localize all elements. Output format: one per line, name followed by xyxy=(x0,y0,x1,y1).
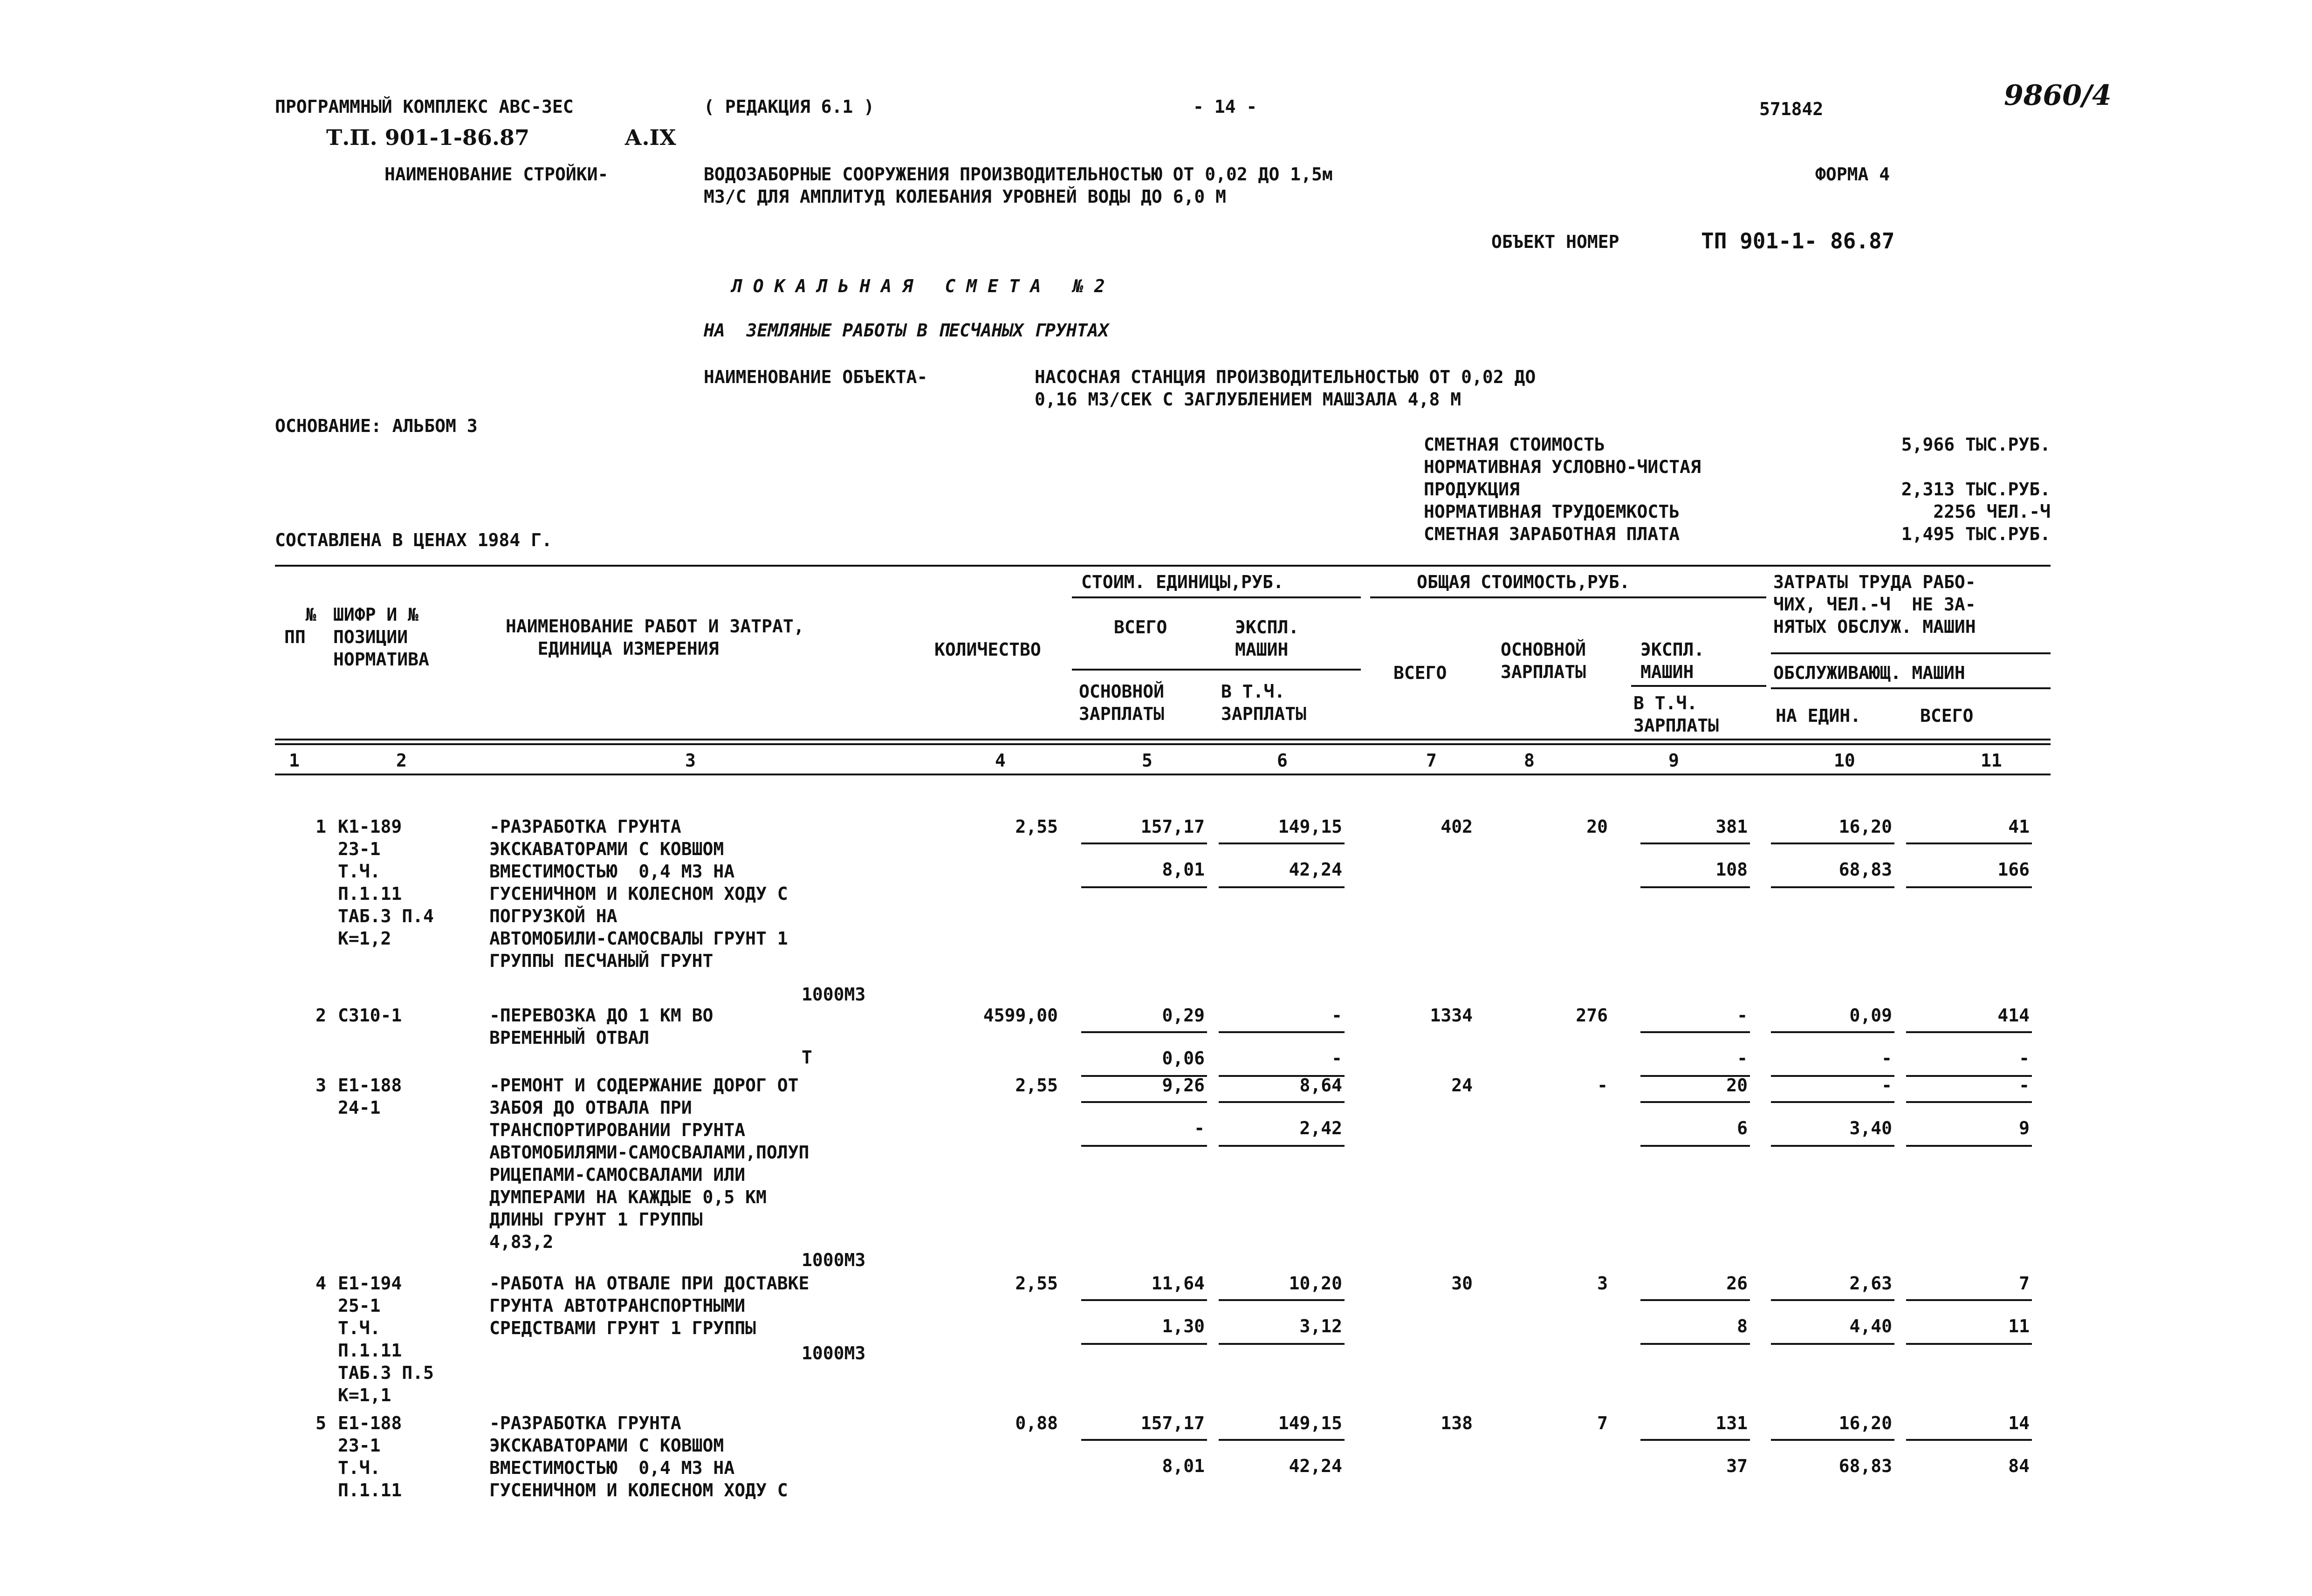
document-code: 571842 xyxy=(1759,99,1824,119)
program-name: ПРОГРАММНЫЙ КОМПЛЕКС АВС-ЗЕС xyxy=(275,96,574,117)
row-number: 4 xyxy=(316,1273,326,1294)
col-number-5: 5 xyxy=(1142,750,1153,771)
object-label: НАИМЕНОВАНИЕ ОБЪЕКТА- xyxy=(704,367,928,387)
total-cost-rule xyxy=(1370,596,1766,598)
row-value-rule-c9 xyxy=(1640,1101,1750,1103)
row-unit: Т xyxy=(802,1047,812,1068)
row-value-c5: 9,26 xyxy=(1162,1075,1205,1096)
total-mach-rule xyxy=(1631,685,1766,687)
row-value-c7: 402 xyxy=(1441,816,1473,837)
header-unit-wage: ОСНОВНОЙ ЗАРПЛАТЫ xyxy=(1079,681,1165,724)
row-value-c10: 16,20 xyxy=(1839,816,1892,837)
row-value-rule-c10b xyxy=(1771,1145,1894,1147)
row-value-rule-c5 xyxy=(1081,843,1207,844)
row-value-c5: 0,29 xyxy=(1162,1005,1205,1026)
row-value-rule-c9b xyxy=(1640,1343,1750,1345)
row-description: -РАЗРАБОТКА ГРУНТА ЭКСКАВАТОРАМИ С КОВШОМ ВМЕСТИМОСТЬЮ 0,4 М3 НА ГУСЕНИЧНОМ И КОЛЕСНОМ ХОДУ С xyxy=(489,1413,788,1500)
row-value-c11: 7 xyxy=(2019,1273,2030,1294)
header-total-cost: ОБЩАЯ СТОИМОСТЬ,РУБ. xyxy=(1417,572,1630,592)
row-value-rule-c10 xyxy=(1771,1439,1894,1441)
header-bottom-rule xyxy=(275,739,2051,740)
col-number-7: 7 xyxy=(1426,750,1437,771)
row-value-rule-c5b xyxy=(1081,1343,1207,1345)
row-value-c7: 138 xyxy=(1441,1413,1473,1433)
header-total-wage: ОСНОВНОЙ ЗАРПЛАТЫ xyxy=(1501,639,1586,682)
col-number-1: 1 xyxy=(289,750,300,771)
header-bottom-rule-2 xyxy=(275,743,2051,745)
row-value-c6b: 3,12 xyxy=(1299,1316,1342,1336)
row-value-rule-c9 xyxy=(1640,1299,1750,1301)
row-value-rule-c10 xyxy=(1771,843,1894,844)
row-value-c8: 276 xyxy=(1576,1005,1608,1026)
row-value-qty: 4599,00 xyxy=(983,1005,1058,1026)
row-value-c11b: 166 xyxy=(1997,859,2030,880)
row-value-c10b: - xyxy=(1881,1048,1892,1069)
row-value-c10b: 68,83 xyxy=(1839,859,1892,880)
page-number: - 14 - xyxy=(1193,96,1257,117)
row-description: -РЕМОНТ И СОДЕРЖАНИЕ ДОРОГ ОТ ЗАБОЯ ДО ОТВАЛА ПРИ ТРАНСПОРТИРОВАНИИ ГРУНТА АВТОМОБИЛЯМИ-САМОСВАЛАМИ,ПОЛУП РИЦЕПАМИ-САМОСВАЛАМИ ИЛИ ДУМПЕРАМИ НА КАЖДЫЕ 0,5 КМ ДЛИНЫ ГРУНТ 1 ГРУППЫ 4,83,2 xyxy=(489,1075,810,1252)
row-value-c11: 41 xyxy=(2008,816,2030,837)
row-value-c5b: 8,01 xyxy=(1162,859,1205,880)
header-total-mach: ЭКСПЛ. МАШИН xyxy=(1640,639,1705,682)
row-value-c6: 8,64 xyxy=(1299,1075,1342,1096)
row-value-c9b: - xyxy=(1737,1048,1748,1069)
header-col-1: № ПП xyxy=(284,604,316,647)
col-number-9: 9 xyxy=(1668,750,1679,771)
row-value-rule-c11 xyxy=(1906,843,2032,844)
header-total-all: ВСЕГО xyxy=(1393,663,1447,683)
header-unit-cost: СТОИМ. ЕДИНИЦЫ,РУБ. xyxy=(1081,572,1284,592)
row-value-c6: 149,15 xyxy=(1278,816,1342,837)
row-value-c5b: 1,30 xyxy=(1162,1316,1205,1336)
header-labor-serv: ОБСЛУЖИВАЮЩ. МАШИН xyxy=(1773,663,1965,683)
row-value-c8: 3 xyxy=(1597,1273,1608,1294)
row-value-qty: 0,88 xyxy=(1015,1413,1058,1433)
row-value-c11: 414 xyxy=(1997,1005,2030,1026)
row-value-c10b: 68,83 xyxy=(1839,1456,1892,1476)
row-number: 1 xyxy=(316,816,326,837)
header-labor-total: ВСЕГО xyxy=(1920,706,1974,726)
row-value-rule-c9 xyxy=(1640,1439,1750,1441)
row-unit: 1000М3 xyxy=(802,984,866,1005)
row-value-rule-c6 xyxy=(1219,1299,1345,1301)
row-code: Е1-194 25-1 Т.Ч. П.1.11 ТАБ.3 П.5 К=1,1 xyxy=(338,1273,434,1405)
unit-cost-rule xyxy=(1072,596,1361,598)
header-col-4: КОЛИЧЕСТВО xyxy=(934,639,1041,660)
form-label: ФОРМА 4 xyxy=(1815,164,1890,185)
row-value-rule-c5 xyxy=(1081,1439,1207,1441)
row-value-c6b: 2,42 xyxy=(1299,1118,1342,1138)
row-value-c9: 20 xyxy=(1726,1075,1748,1096)
col-number-2: 2 xyxy=(396,750,407,771)
row-value-c6b: 42,24 xyxy=(1289,859,1342,880)
col-number-rule xyxy=(275,774,2051,775)
row-value-c7: 1334 xyxy=(1430,1005,1473,1026)
row-value-rule-c5b xyxy=(1081,886,1207,888)
row-value-c10: 0,09 xyxy=(1849,1005,1892,1026)
tp-number: Т.П. 901-1-86.87 xyxy=(326,125,529,150)
labor-rule xyxy=(1771,652,2051,654)
row-value-qty: 2,55 xyxy=(1015,1273,1058,1294)
row-unit: 1000М3 xyxy=(802,1343,866,1363)
col-number-11: 11 xyxy=(1981,750,2002,771)
row-value-c9b: 108 xyxy=(1715,859,1748,880)
object-number-label: ОБЪЕКТ НОМЕР xyxy=(1491,232,1619,252)
summary-labels: СМЕТНАЯ СТОИМОСТЬ НОРМАТИВНАЯ УСЛОВНО-ЧИСТАЯ ПРОДУКЦИЯ НОРМАТИВНАЯ ТРУДОЕМКОСТЬ СМЕТНАЯ ЗАРАБОТНАЯ ПЛАТА xyxy=(1424,434,1701,544)
header-labor-unit: НА ЕДИН. xyxy=(1776,706,1861,726)
row-value-rule-c11 xyxy=(1906,1299,2032,1301)
summary-values: 5,966 ТЫС.РУБ. 2,313 ТЫС.РУБ. 2256 ЧЕЛ.-Ч 1,495 ТЫС.РУБ. xyxy=(1901,434,2051,544)
row-value-rule-c5 xyxy=(1081,1299,1207,1301)
header-col-2: ШИФР И № ПОЗИЦИИ НОРМАТИВА xyxy=(333,604,429,670)
object-name: НАСОСНАЯ СТАНЦИЯ ПРОИЗВОДИТЕЛЬНОСТЬЮ ОТ 0,02 ДО 0,16 М3/СЕК С ЗАГЛУБЛЕНИЕМ МАШЗАЛА 4,8 М xyxy=(1035,367,1536,410)
row-value-c5b: 8,01 xyxy=(1162,1456,1205,1476)
build-label: НАИМЕНОВАНИЕ СТРОЙКИ- xyxy=(384,164,609,185)
row-value-rule-c9 xyxy=(1640,1031,1750,1033)
row-value-rule-c6 xyxy=(1219,1031,1345,1033)
row-value-c5b: - xyxy=(1194,1118,1205,1138)
row-value-c9: - xyxy=(1737,1005,1748,1026)
row-value-c10: 2,63 xyxy=(1849,1273,1892,1294)
row-value-rule-c10b xyxy=(1771,1343,1894,1345)
row-number: 3 xyxy=(316,1075,326,1096)
row-value-c9: 131 xyxy=(1715,1413,1748,1433)
header-unit-mach: ЭКСПЛ. МАШИН xyxy=(1235,617,1299,660)
row-value-c9b: 8 xyxy=(1737,1316,1748,1336)
row-value-c8: 20 xyxy=(1586,816,1608,837)
build-name: ВОДОЗАБОРНЫЕ СООРУЖЕНИЯ ПРОИЗВОДИТЕЛЬНОСТЬЮ ОТ 0,02 ДО 1,5м М3/С ДЛЯ АМПЛИТУД КОЛЕБАНИЯ УРОВНЕЙ ВОДЫ ДО 6,0 М xyxy=(704,164,1333,207)
row-value-rule-c6 xyxy=(1219,1439,1345,1441)
row-description: -РАБОТА НА ОТВАЛЕ ПРИ ДОСТАВКЕ ГРУНТА АВТОТРАНСПОРТНЫМИ СРЕДСТВАМИ ГРУНТ 1 ГРУППЫ xyxy=(489,1273,810,1338)
row-value-rule-c5b xyxy=(1081,1145,1207,1147)
row-value-rule-c6 xyxy=(1219,843,1345,844)
row-description: -РАЗРАБОТКА ГРУНТА ЭКСКАВАТОРАМИ С КОВШОМ ВМЕСТИМОСТЬЮ 0,4 М3 НА ГУСЕНИЧНОМ И КОЛЕСНОМ ХОДУ С ПОГРУЗКОЙ НА АВТОМОБИЛИ-САМОСВАЛЫ ГРУНТ 1 ГРУППЫ ПЕСЧАНЫЙ ГРУНТ xyxy=(489,816,788,971)
row-value-rule-c5 xyxy=(1081,1031,1207,1033)
row-number: 5 xyxy=(316,1413,326,1433)
handwritten-number: 9860/4 xyxy=(2004,79,2112,112)
row-value-rule-c9b xyxy=(1640,886,1750,888)
labor-rule-2 xyxy=(1771,687,2051,689)
row-value-c6: 149,15 xyxy=(1278,1413,1342,1433)
row-value-c10: - xyxy=(1881,1075,1892,1096)
row-value-c6b: - xyxy=(1331,1048,1342,1069)
row-code: Е1-188 23-1 Т.Ч. П.1.11 xyxy=(338,1413,402,1500)
row-value-rule-c11 xyxy=(1906,1101,2032,1103)
header-unit-incl: В Т.Ч. ЗАРПЛАТЫ xyxy=(1221,681,1307,724)
col-number-8: 8 xyxy=(1524,750,1535,771)
row-value-c9: 381 xyxy=(1715,816,1748,837)
album: А.IX xyxy=(624,125,676,150)
estimate-title: Л О К А Л Ь Н А Я С М Е Т А № 2 xyxy=(732,276,1105,296)
row-value-c5b: 0,06 xyxy=(1162,1048,1205,1069)
row-value-c11b: 84 xyxy=(2008,1456,2030,1476)
row-value-c9b: 37 xyxy=(1726,1456,1748,1476)
col-number-3: 3 xyxy=(685,750,696,771)
row-value-c11b: 9 xyxy=(2019,1118,2030,1138)
row-code: Е1-188 24-1 xyxy=(338,1075,402,1118)
row-value-c11: - xyxy=(2019,1075,2030,1096)
col-number-6: 6 xyxy=(1277,750,1288,771)
row-value-rule-c11b xyxy=(1906,1343,2032,1345)
row-value-c5: 157,17 xyxy=(1140,1413,1205,1433)
row-value-c11b: - xyxy=(2019,1048,2030,1069)
col-number-4: 4 xyxy=(995,750,1006,771)
row-value-c6b: 42,24 xyxy=(1289,1456,1342,1476)
row-value-c8: 7 xyxy=(1597,1413,1608,1433)
row-value-c5: 157,17 xyxy=(1140,816,1205,837)
estimate-subtitle: НА ЗЕМЛЯНЫЕ РАБОТЫ В ПЕСЧАНЫХ ГРУНТАХ xyxy=(704,320,1109,341)
prices-year: СОСТАВЛЕНА В ЦЕНАХ 1984 Г. xyxy=(275,530,552,550)
object-number: ТП 901-1- 86.87 xyxy=(1701,228,1895,253)
row-value-c6: 10,20 xyxy=(1289,1273,1342,1294)
header-total-incl: В Т.Ч. ЗАРПЛАТЫ xyxy=(1633,693,1719,736)
basis: ОСНОВАНИЕ: АЛЬБОМ 3 xyxy=(275,416,478,436)
row-value-c10: 16,20 xyxy=(1839,1413,1892,1433)
row-value-rule-c5 xyxy=(1081,1101,1207,1103)
header-labor: ЗАТРАТЫ ТРУДА РАБО- ЧИХ, ЧЕЛ.-Ч НЕ ЗА- НЯТЫХ ОБСЛУЖ. МАШИН xyxy=(1773,572,1976,637)
row-value-rule-c10b xyxy=(1771,886,1894,888)
row-value-rule-c9 xyxy=(1640,843,1750,844)
row-value-rule-c6b xyxy=(1219,886,1345,888)
row-code: С310-1 xyxy=(338,1005,402,1026)
row-value-rule-c11b xyxy=(1906,886,2032,888)
row-value-rule-c10 xyxy=(1771,1031,1894,1033)
row-value-qty: 2,55 xyxy=(1015,1075,1058,1096)
row-value-c9b: 6 xyxy=(1737,1118,1748,1138)
col-number-10: 10 xyxy=(1834,750,1855,771)
row-value-c5: 11,64 xyxy=(1151,1273,1205,1294)
row-value-c6: - xyxy=(1331,1005,1342,1026)
row-value-rule-c9b xyxy=(1640,1145,1750,1147)
row-number: 2 xyxy=(316,1005,326,1026)
row-value-c7: 24 xyxy=(1451,1075,1473,1096)
row-value-c10b: 3,40 xyxy=(1849,1118,1892,1138)
table-top-rule xyxy=(275,565,2051,567)
row-value-c7: 30 xyxy=(1451,1273,1473,1294)
row-value-rule-c11 xyxy=(1906,1031,2032,1033)
edition: ( РЕДАКЦИЯ 6.1 ) xyxy=(704,96,875,117)
row-value-rule-c11 xyxy=(1906,1439,2032,1441)
row-value-c9: 26 xyxy=(1726,1273,1748,1294)
row-value-rule-c6 xyxy=(1219,1101,1345,1103)
row-code: К1-189 23-1 Т.Ч. П.1.11 ТАБ.3 П.4 К=1,2 xyxy=(338,816,434,949)
row-value-rule-c11b xyxy=(1906,1145,2032,1147)
row-value-c8: - xyxy=(1597,1075,1608,1096)
row-value-qty: 2,55 xyxy=(1015,816,1058,837)
row-value-rule-c10 xyxy=(1771,1101,1894,1103)
row-description: -ПЕРЕВОЗКА ДО 1 КМ ВО ВРЕМЕННЫЙ ОТВАЛ xyxy=(489,1005,713,1048)
row-value-rule-c6b xyxy=(1219,1145,1345,1147)
row-value-rule-c6b xyxy=(1219,1343,1345,1345)
row-value-c11: 14 xyxy=(2008,1413,2030,1433)
row-unit: 1000М3 xyxy=(802,1250,866,1270)
unit-cost-rule-2 xyxy=(1072,669,1361,671)
row-value-c10b: 4,40 xyxy=(1849,1316,1892,1336)
header-unit-total: ВСЕГО xyxy=(1114,617,1167,637)
header-col-3: НАИМЕНОВАНИЕ РАБОТ И ЗАТРАТ, ЕДИНИЦА ИЗМЕРЕНИЯ xyxy=(506,616,804,659)
row-value-rule-c10 xyxy=(1771,1299,1894,1301)
row-value-c11b: 11 xyxy=(2008,1316,2030,1336)
